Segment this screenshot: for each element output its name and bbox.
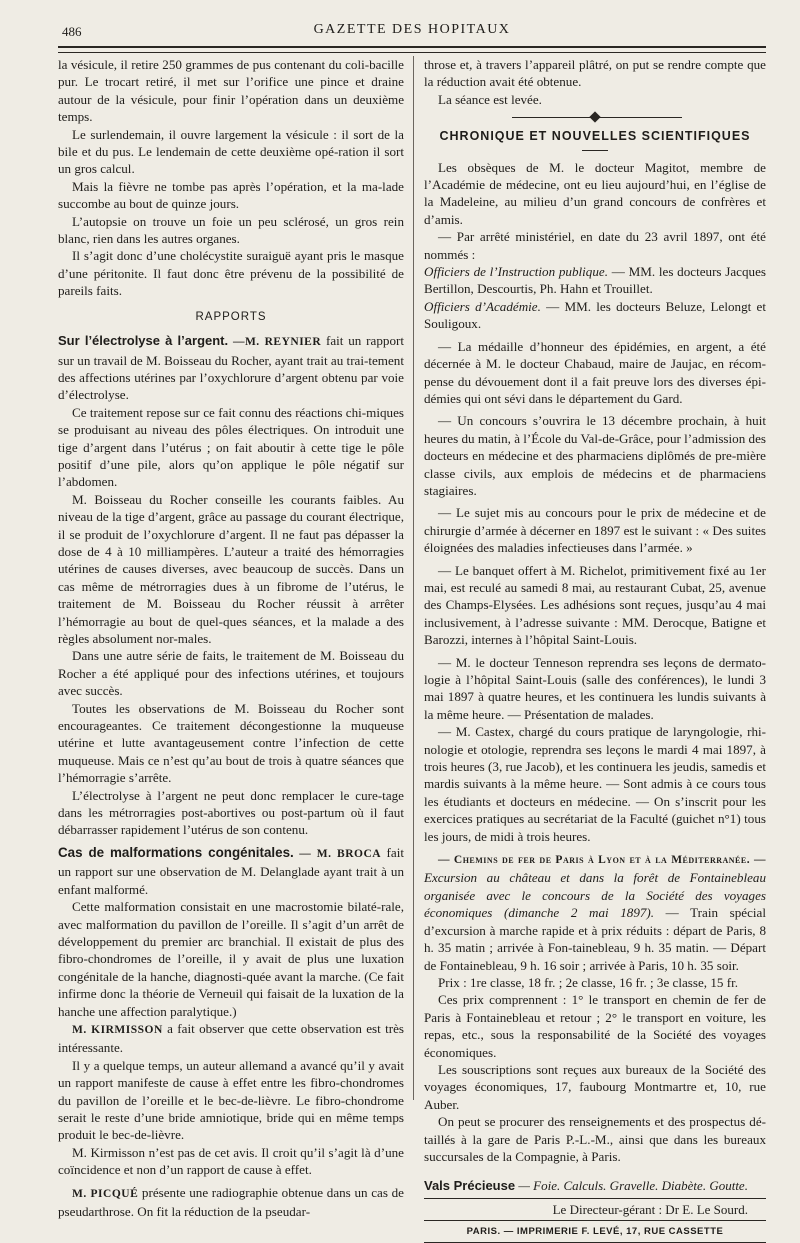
railway-lead: — Chemins de fer de Paris à Lyon et à la Méditerranée. — bbox=[438, 854, 766, 867]
short-divider bbox=[582, 150, 608, 151]
paragraph: Il s’agit donc d’une cholécystite suraiguë ayant pris le masque d’une péritonite. Il faut donc être prévenu de la possibilité de pareils faits. bbox=[58, 248, 404, 299]
page-header bbox=[58, 18, 766, 42]
paragraph: — Par arrêté ministériel, en date du 23 avril 1897, ont été nommés : bbox=[424, 229, 766, 262]
page-number: 486 bbox=[62, 24, 82, 39]
paragraph-text: fait un rapport sur un travail de M. Boisseau du Rocher, ayant trait au trai-tement des affections utérines par l’oxychlorure d’argent obtenu par voie d’électrolyse. bbox=[58, 333, 404, 403]
ornament-divider bbox=[424, 110, 766, 124]
header-rule-thin bbox=[58, 52, 766, 53]
paragraph: Le surlendemain, il ouvre largement la vésicule : il sort de la bile et du pus. Le lendemain de cette deuxième opé-ration il sort un gros calcul. bbox=[58, 126, 404, 177]
diamond-ornament-icon bbox=[589, 112, 600, 123]
running-title: GAZETTE DES HOPITAUX bbox=[313, 22, 511, 37]
paragraph: L’autopsie on trouve un foie un peu sclérosé, un gros rein blanc, rien dans les autres organes. bbox=[58, 213, 404, 247]
paragraph: — Le sujet mis au concours pour le prix de médecine et de chirurgie d’armée à décerner en 1897 est le suivant : « Des suites éloignées des maladies infectieuses dans l’armée. » bbox=[424, 505, 766, 556]
report-kirmisson bbox=[58, 1020, 404, 1057]
director-signature: Le Directeur-gérant : Dr E. Le Sourd. bbox=[552, 1201, 748, 1217]
nomination-names: — MM. les docteurs Jacques Bertillon, Descourtis, Ph. Hahn et Trouillet. bbox=[424, 264, 766, 297]
nomination-label: Officiers d’Académie. bbox=[424, 298, 541, 314]
ad-brand: Vals Précieuse bbox=[424, 1178, 516, 1194]
director-rule bbox=[424, 1220, 766, 1221]
paragraph: Mais la fièvre ne tombe pas après l’opération, et la ma-lade succombe au bout de quinze jours. bbox=[58, 178, 404, 212]
left-column bbox=[58, 56, 404, 1220]
paragraph: — M. le docteur Tenneson reprendra ses leçons de dermato-logie à l’hôpital Saint-Louis (salle des conférences), le lundi 3 mai 1897 à quatre heures, et les continuera les lundis suivants à la même heure. — Présentation de malades. bbox=[424, 654, 766, 722]
paragraph: On peut se procurer des renseignements et des prospectus dé-taillés à la gare de Paris P.-L.-M., ainsi que dans les bureaux succursales de la Compagnie, à Paris. bbox=[424, 1114, 766, 1164]
paragraph: throse et, à travers l’appareil plâtré, on put se rendre compte que la réduction avait été obtenue. bbox=[424, 57, 766, 90]
paragraph: M. Kirmisson n’est pas de cet avis. Il croit qu’il s’agit là d’une coïncidence et non d’un rapport de cause à effet. bbox=[58, 1144, 404, 1178]
article-title: Sur l’électrolyse à l’argent. bbox=[58, 333, 229, 349]
paragraph: la vésicule, il retire 250 grammes de pus contenant du coli-bacille pur. Le trocart retiré, il met sur l’orifice une pince et draine autour de la vésicule, pour finir l’opération dans un deuxième temps. bbox=[58, 57, 404, 125]
paragraph: Ces prix comprennent : 1° le transport en chemin de fer de Paris à Fontainebleau et retour ; 2° le transport en voiture, les repas, etc., sous la responsabilité de la Société des voyages économiques. bbox=[424, 992, 766, 1060]
paragraph: La séance est levée. bbox=[438, 91, 542, 107]
printer-rule bbox=[424, 1242, 766, 1243]
printer-imprint: PARIS. — IMPRIMERIE F. LEVÉ, 17, RUE CASSETTE bbox=[466, 1226, 724, 1238]
paragraph: Cette malformation consistait en une macrostomie bilaté-rale, avec malformation du pavillon de l’oreille. Il s’agit d’un arrêt de développement du premier arc branchial. Il existait de plus des fibro-chondromes de l’oreille, il y avait de plus une luxation congénitale de la hanche, diagnosti-quée avant la marche. (Ce fait infirme donc la théorie de Verneuil qui faisait de la luxation de la hanche une affection paralytique.) bbox=[58, 899, 404, 1019]
paragraph: Ce traitement repose sur ce fait connu des réactions chi-miques se produisant au niveau des pôles électriques. On introduit une tige d’argent dans l’utérus ; on fait aboutir à cette tige le pôle positif d’une pile, alors qu’on applique le pôle négatif sur l’abdomen. bbox=[58, 404, 404, 490]
paragraph-text: — Train spécial d’excursion à marche rapide et à prix réduits : départ de Paris, 8 h. 35 matin ; arrivée à Fon-tainebleau, 9 h. 35 matin. — Départ de Fontainebleau, 9 h. 16 soir ; arrivée à Paris, 10 h. 35 soir. bbox=[424, 905, 766, 973]
paragraph: M. Boisseau du Rocher conseille les courants faibles. Au niveau de la tige d’argent, grâce au passage du courant électrique, il se produit de l’oxychlorure d’argent. Il ne faut pas dépasser la dose de 4 à 10 milliampères. L’auteur a traité des hémorragies utérines de causes diverses, avec beaucoup de succès. Dans un cas même de métrorragies dues à un fibrome de l’utérus, le traitement de M. Boisseau du Rocher réussit à arrêter l’hémorragie au bout de quel-ques séances, et la malade a des règles absolument nor-males. bbox=[58, 491, 404, 646]
paragraph: — La médaille d’honneur des épidémies, en argent, a été décernée à M. le docteur Chabaud, maire de Jaujac, en récom-pense du dévouement dont il a fait preuve lors des diverses épi-démies qui ont sévi dans le département du Gard. bbox=[424, 338, 766, 406]
paragraph: L’électrolyse à l’argent ne peut donc remplacer le cure-tage dans les métrorragies post-abortives ou post-partum où il faut débarrasser rapidement l’utérus de son contenu. bbox=[58, 787, 404, 838]
section-heading-rapports: RAPPORTS bbox=[195, 310, 267, 323]
paragraph: Les obsèques de M. le docteur Magitot, membre de l’Académie de médecine, ont eu lieu aujourd’hui, en l’église de la Madeleine, au milieu d’un grand concours de confrères et d’amis. bbox=[424, 159, 766, 227]
nomination-academie bbox=[424, 298, 766, 333]
nomination-label: Officiers de l’Instruction publique. bbox=[424, 264, 608, 280]
author-name: — M. BROCA bbox=[299, 847, 382, 860]
ad-items: — Foie. Calculs. Gravelle. Diabète. Goutte. bbox=[518, 1178, 748, 1194]
paragraph: Il y a quelque temps, un auteur allemand a avancé qu’il y avait un rapport manifeste de cause à effet entre les fibro-chondromes du pavillon de l’oreille et le bec-de-lièvre. Le fibro-chondrome serait le reste d’une bride amniotique, bride qui en même temps produit le bec-de-lièvre. bbox=[58, 1057, 404, 1143]
report-malformations bbox=[58, 844, 404, 898]
paragraph: Les souscriptions sont reçues aux bureaux de la Société des voyages économiques, 17, faubourg Montmartre et, 10, rue Auber. bbox=[424, 1061, 766, 1112]
author-name: M. KIRMISSON bbox=[72, 1023, 163, 1036]
paragraph: — Le banquet offert à M. Richelot, primitivement fixé au 1er mai, est reculé au samedi 8 mai, au restaurant Cubat, 25, avenue des Champs-Elysées. Les adhésions sont reçues, jusqu’au 4 mai inclusivement, à l’adresse suivante : MM. Derocque, Batigne et Barozzi, internes à l’hôpital Saint-Louis. bbox=[424, 562, 766, 648]
price-line: Prix : 1re classe, 18 fr. ; 2e classe, 16 fr. ; 3e classe, 15 fr. bbox=[438, 974, 738, 990]
report-electrolyse bbox=[58, 332, 404, 404]
paragraph-text: présente une radiographie obtenue dans un cas de pseudarthrose. On fit la réduction de la pseudar- bbox=[58, 1184, 404, 1219]
paragraph: — M. Castex, chargé du cours pratique de laryngologie, rhi-nologie et otologie, reprendra ses leçons le mardi 4 mai 1897, à trois heures (3, rue Jacob), et les continuera les jeudis, samedis et mardis suivants à la même heure. — Sont admis à ce cours tous les étudiants et docteurs en médecine. — On s’inscrit pour les exercices pratiques au secrétariat de la Faculté (guichet n°1) tous les jours, de midi à trois heures. bbox=[424, 724, 766, 844]
advertisement bbox=[424, 1177, 766, 1198]
paragraph: Toutes les observations de M. Boisseau du Rocher sont encourageantes. Ce traitement décongestionne la muqueuse utérine et lutte avantageusement contre l’infection de cette muqueuse. Mais ce n’est qu’au bout de trois à quatre séances que l’hémorragie s’arrête. bbox=[58, 700, 404, 786]
header-rule bbox=[58, 46, 766, 48]
ad-rule bbox=[424, 1198, 766, 1199]
section-heading-chronique: CHRONIQUE ET NOUVELLES SCIENTIFIQUES bbox=[439, 129, 751, 144]
nomination-instruction bbox=[424, 263, 766, 298]
paragraph-text: a fait observer que cette observation est très intéressante. bbox=[58, 1020, 404, 1056]
author-name: —M. REYNIER bbox=[232, 336, 322, 349]
nomination-names: — MM. les docteurs Beluze, Lelongt et Souligoux. bbox=[424, 298, 766, 332]
column-divider bbox=[413, 56, 414, 1100]
right-column bbox=[424, 56, 766, 1243]
paragraph: — Un concours s’ouvrira le 13 décembre prochain, à huit heures du matin, à l’École du Val-de-Grâce, pour l’admission des docteurs en médecine et des pharmaciens diplômés de pre-mière classe civils, aux emplois de médecins et de pharmaciens stagiaires. bbox=[424, 413, 766, 498]
author-name: M. PICQUÉ bbox=[72, 1187, 139, 1200]
article-title: Cas de malformations congénitales. bbox=[58, 844, 294, 860]
paragraph-text: fait un rapport sur une observation de M. Delanglade ayant trait à un enfant malformé. bbox=[58, 844, 404, 897]
railway-notice bbox=[424, 850, 766, 974]
excursion-title: Excursion au château et dans la forêt de Fontainebleau organisée avec le concours de la Société des voyages économiques (dimanche 2 mai 1897). bbox=[424, 870, 766, 921]
paragraph: Dans une autre série de faits, le traitement de M. Boisseau du Rocher a été appliqué pour des infections utérines, et toujours avec succès. bbox=[58, 648, 404, 699]
report-picque bbox=[58, 1184, 404, 1221]
